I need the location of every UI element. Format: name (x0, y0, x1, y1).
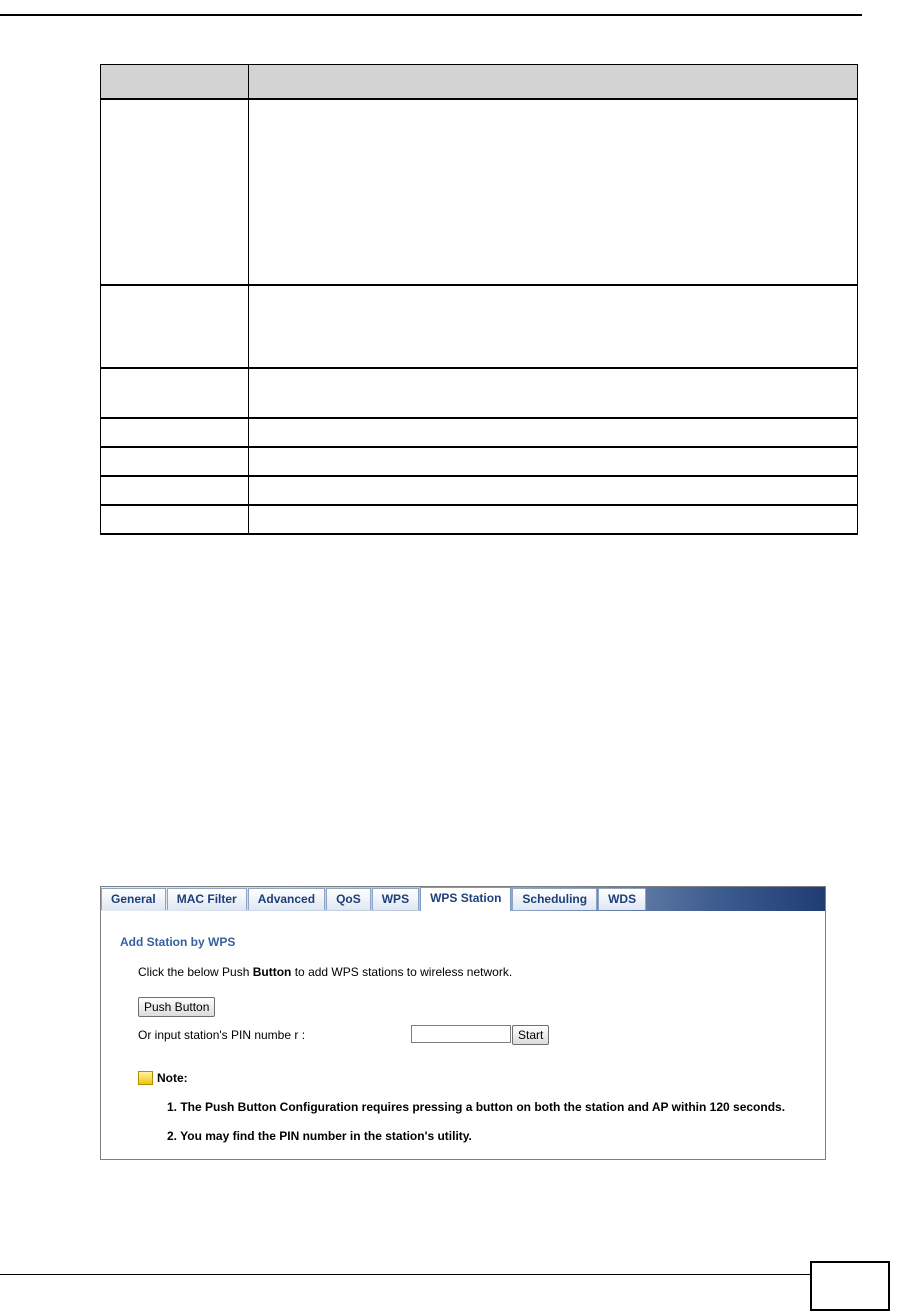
note-item: 1. The Push Button Configuration requires pressing a button on both the station and AP within 120 seconds. (167, 1100, 786, 1114)
table-cell (249, 285, 858, 368)
table-row (101, 505, 858, 534)
note-label: Note: (157, 1071, 188, 1085)
pin-input[interactable] (411, 1025, 511, 1043)
table-row (101, 476, 858, 505)
instruction-text-bold: Button (252, 965, 292, 979)
pin-label: Or input station's PIN numbe r : (138, 1028, 306, 1042)
instruction-text-end: to add WPS stations to wireless network. (291, 965, 513, 979)
section-title: Add Station by WPS (120, 935, 236, 949)
table-cell (101, 447, 249, 476)
push-button-instruction (138, 965, 512, 979)
table-cell (101, 99, 249, 285)
tab-scheduling[interactable]: Scheduling (512, 888, 597, 910)
table-row (101, 285, 858, 368)
note-item: 2. You may find the PIN number in the station's utility. (167, 1129, 472, 1143)
table-header-row (101, 65, 858, 100)
table-cell (249, 505, 858, 534)
table-header-label-cell (101, 65, 249, 100)
tab-general[interactable]: General (101, 888, 166, 910)
footer-rule (0, 1274, 810, 1275)
table-row (101, 447, 858, 476)
page-number-box (810, 1261, 890, 1311)
table-cell (101, 476, 249, 505)
header-rule (0, 14, 862, 16)
documentation-table (100, 64, 858, 535)
note-icon (138, 1071, 153, 1085)
tab-mac-filter[interactable]: MAC Filter (167, 888, 247, 910)
tab-wds[interactable]: WDS (598, 888, 646, 910)
tab-wps[interactable]: WPS (372, 888, 419, 910)
table-cell (249, 418, 858, 447)
tab-wps-station[interactable]: WPS Station (420, 887, 511, 911)
instruction-text-start: Click the below Push (138, 965, 253, 979)
push-button[interactable]: Push Button (138, 997, 215, 1017)
table-cell (249, 447, 858, 476)
tab-bar (101, 887, 825, 911)
table-cell (249, 368, 858, 418)
wps-station-screen (100, 886, 826, 1160)
table-header-description-cell (249, 65, 858, 100)
table-row (101, 99, 858, 285)
table-cell (101, 505, 249, 534)
start-button[interactable]: Start (512, 1025, 549, 1045)
table-cell (249, 476, 858, 505)
tab-qos[interactable]: QoS (326, 888, 371, 910)
table-cell (101, 418, 249, 447)
table-cell (101, 285, 249, 368)
table-row (101, 418, 858, 447)
tab-advanced[interactable]: Advanced (248, 888, 325, 910)
table-cell (101, 368, 249, 418)
table-row (101, 368, 858, 418)
table-cell (249, 99, 858, 285)
